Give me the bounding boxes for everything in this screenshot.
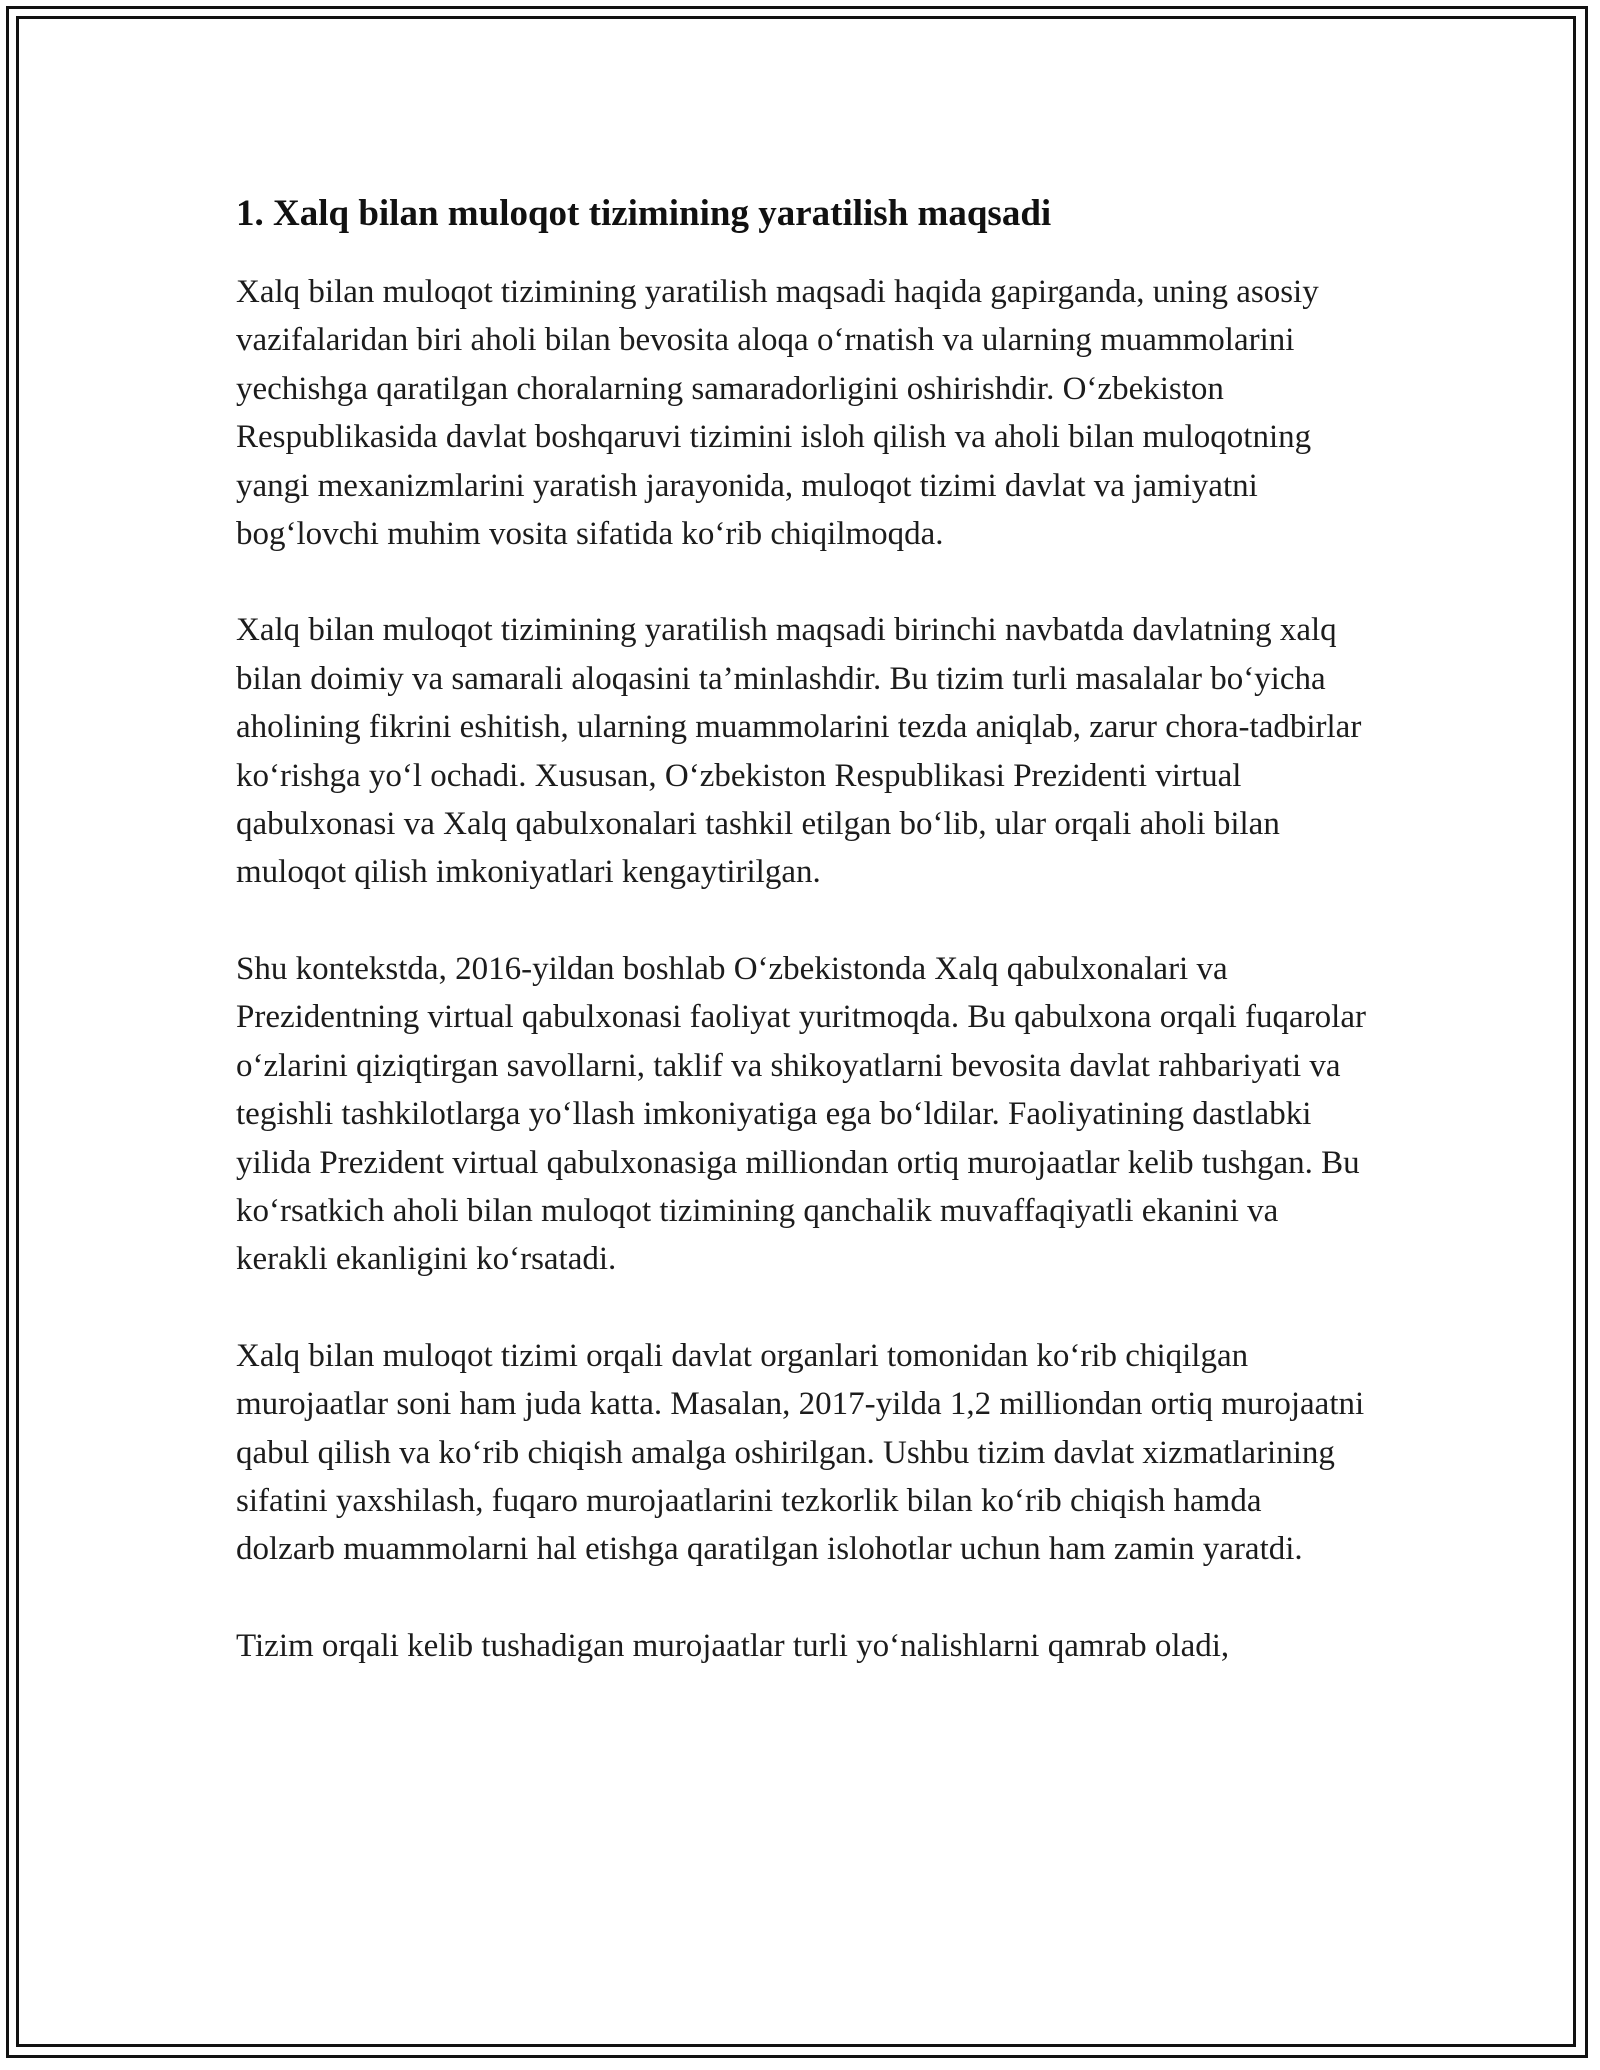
paragraph-1: Xalq bilan muloqot tizimining yaratilish maqsadi haqida gapirganda, uning asosiy vazifalaridan biri aholi bilan bevosita aloqa oʻrnatish va ularning muammolarini yechishga qaratilgan choralarning samaradorligini oshirishdir. Oʻzbekiston Respublikasida davlat boshqaruvi tizimini isloh qilish va aholi bilan muloqotning yangi mexanizmlarini yaratish jarayonida, muloqot tizimi davlat va jamiyatni bogʻlovchi muhim vosita sifatida koʻrib chiqilmoqda. [236,274,1319,553]
paragraph-4: Xalq bilan muloqot tizimi orqali davlat organlari tomonidan koʻrib chiqilgan murojaatlar soni ham juda katta. Masalan, 2017-yilda 1,2 milliondan ortiq murojaatni qabul qilish va koʻrib chiqish amalga oshirilgan. Ushbu tizim davlat xizmatlarining sifatini yaxshilash, fuqaro murojaatlarini tezkorlik bilan koʻrib chiqish hamda dolzarb muammolarni hal etishga qaratilgan islohotlar uchun ham zamin yaratdi. [236,1337,1365,1568]
paragraph-2: Xalq bilan muloqot tizimining yaratilish maqsadi birinchi navbatda davlatning xalq bilan doimiy va samarali aloqasini ta’minlashdir. Bu tizim turli masalalar boʻyicha aholining fikrini eshitish, ularning muammolarini tezda aniqlab, zarur chora-tadbirlar koʻrishga yoʻl ochadi. Xususan, Oʻzbekiston Respublikasi Prezidenti virtual qabulxonasi va Xalq qabulxonalari tashkil etilgan boʻlib, ular orqali aholi bilan muloqot qilish imkoniyatlari kengaytirilgan. [236,612,1362,891]
paragraph-3: Shu kontekstda, 2016-yildan boshlab Oʻzbekistonda Xalq qabulxonalari va Prezidentning virtual qabulxonasi faoliyat yuritmoqda. Bu qabulxona orqali fuqarolar oʻzlarini qiziqtirgan savollarni, taklif va shikoyatlarni bevosita davlat rahbariyati va tegishli tashkilotlarga yoʻllash imkoniyatiga ega boʻldilar. Faoliyatining dastlabki yilida Prezident virtual qabulxonasiga milliondan ortiq murojaatlar kelib tushgan. Bu koʻrsatkich aholi bilan muloqot tizimining qanchalik muvaffaqiyatli ekanini va kerakli ekanligini koʻrsatadi. [236,950,1366,1278]
paragraph-5: Tizim orqali kelib tushadigan murojaatlar turli yoʻnalishlarni qamrab oladi, [236,1627,1230,1664]
document-body [236,184,1366,1718]
section-heading: 1. Xalq bilan muloqot tizimining yaratilish maqsadi [236,193,1052,234]
